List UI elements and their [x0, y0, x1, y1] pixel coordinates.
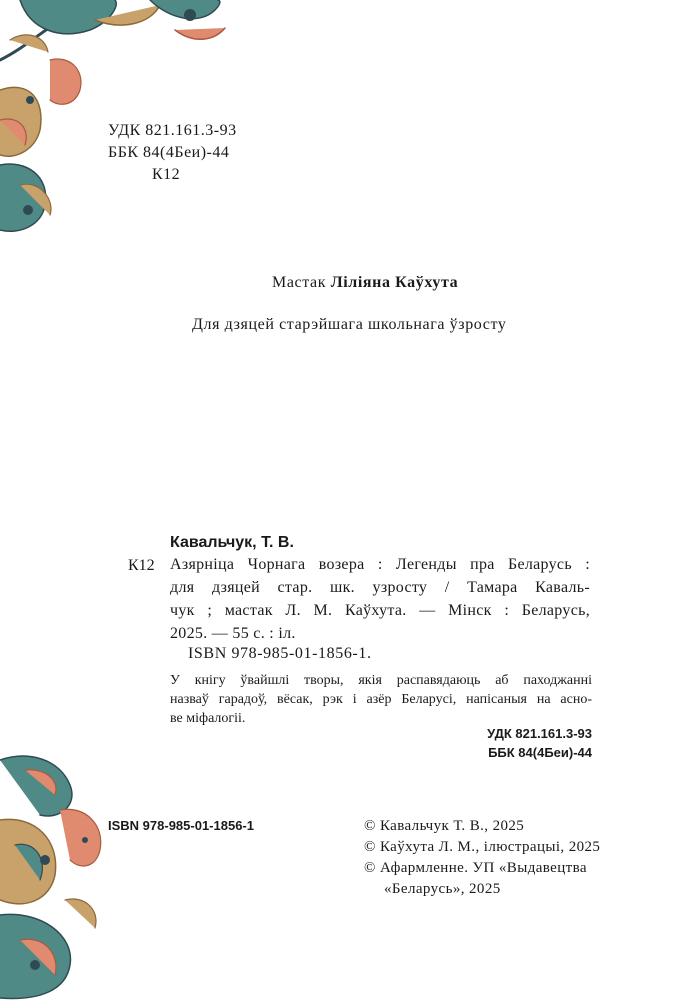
- annotation-line: назваў гарадоў, вёсак, рэк і азёр Беларусі, напісаныя на асно-: [170, 692, 592, 707]
- copyright-line: © Кавальчук Т. В., 2025: [364, 818, 525, 834]
- copyright-block: [364, 816, 600, 900]
- catalog-bbk: ББК 84(4Беи)-44: [488, 745, 592, 760]
- copyright-line: © Каўхута Л. М., ілюстрацыі, 2025: [364, 839, 601, 855]
- catalog-isbn: ISBN 978-985-01-1856-1.: [188, 645, 372, 662]
- catalog-author: Кавальчук, Т. В.: [170, 534, 294, 551]
- catalog-author-mark: К12: [128, 557, 155, 574]
- footer-isbn: ISBN 978-985-01-1856-1: [108, 818, 254, 833]
- artist-prefix: Мастак: [272, 274, 331, 291]
- artist-credit: [272, 274, 458, 292]
- description-line: Азярніца Чорнага возера : Легенды пра Беларусь :: [170, 556, 590, 573]
- catalog-udk: УДК 821.161.3-93: [487, 726, 592, 741]
- catalog-description: [170, 553, 590, 645]
- annotation-line: У кнігу ўвайшлі творы, якія распавядаюць аб паходжанні: [170, 673, 592, 688]
- description-line: 2025. — 55 с. : іл.: [170, 625, 296, 642]
- imprint-codes: [108, 120, 237, 186]
- description-line: чук ; мастак Л. М. Каўхута. — Мінск : Беларусь,: [170, 602, 590, 619]
- floral-ornament-bottom: [0, 750, 120, 1001]
- copyright-line: © Афармленне. УП «Выдавецтва: [364, 860, 587, 876]
- annotation-line: ве міфалогіі.: [170, 711, 246, 726]
- audience-note: Для дзяцей старэйшага школьнага ўзросту: [192, 316, 507, 333]
- bbk-code: ББК 84(4Беи)-44: [108, 144, 230, 161]
- copyright-line: «Беларусь», 2025: [384, 881, 501, 897]
- catalog-annotation: [170, 671, 592, 728]
- catalog-classification: [487, 724, 592, 762]
- udk-code: УДК 821.161.3-93: [108, 122, 237, 139]
- author-mark: К12: [152, 166, 181, 183]
- description-line: для дзяцей стар. шк. узросту / Тамара Каваль-: [170, 579, 590, 596]
- artist-name: Ліліяна Каўхута: [330, 274, 459, 291]
